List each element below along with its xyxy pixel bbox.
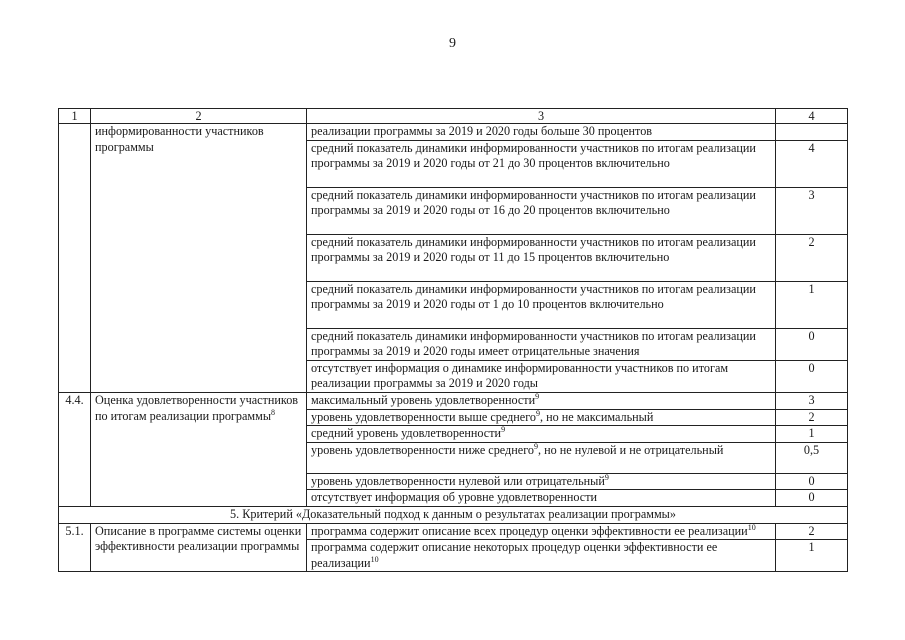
score-cell: 2 — [776, 409, 848, 426]
indicator-text: уровень удовлетворенности ниже среднего — [311, 442, 534, 457]
indicator-text-after: , но не максимальный — [540, 409, 654, 424]
table-row — [59, 124, 848, 141]
page-number: 9 — [449, 36, 456, 51]
score-cell: 0 — [776, 473, 848, 490]
indicator-text: уровень удовлетворенности выше среднего — [311, 409, 537, 424]
criterion-name-cell — [91, 392, 307, 506]
score-cell: 0 — [776, 328, 848, 360]
indicator-text: отсутствует информация об уровне удовлетворенности — [311, 490, 598, 505]
score-cell: 3 — [776, 187, 848, 234]
score-cell: 0,5 — [776, 442, 848, 473]
indicator-cell — [307, 540, 776, 572]
criterion-name-cell: информированности участников программы — [91, 124, 307, 393]
indicator-text: программа содержит описание всех процедур оценки эффективности ее реализации — [311, 523, 748, 538]
indicator-text: программа содержит описание некоторых процедур оценки эффективности ее реализации — [311, 540, 718, 570]
criterion-number-cell: 4.4. — [59, 392, 91, 506]
score-cell: 1 — [776, 540, 848, 572]
footnote-mark: 9 — [536, 408, 541, 418]
indicator-cell — [307, 442, 776, 473]
footnote-mark: 9 — [535, 391, 540, 401]
indicator-text: максимальный уровень удовлетворенности — [311, 392, 536, 407]
footnote-mark: 8 — [271, 407, 276, 417]
score-cell: 1 — [776, 426, 848, 443]
indicator-cell: средний показатель динамики информированности участников по итогам реализации программы за 2019 и 2020 годы от 21 до 30 процентов включительно — [307, 140, 776, 187]
indicator-text-after: , но не нулевой и не отрицательный — [537, 442, 724, 457]
indicator-cell — [307, 523, 776, 540]
indicator-text: уровень удовлетворенности нулевой или отрицательный — [311, 473, 605, 488]
header-col-1: 1 — [59, 109, 91, 124]
criterion-name-cell: Описание в программе системы оценки эффективности реализации программы — [91, 523, 307, 572]
score-cell: 4 — [776, 140, 848, 187]
criterion-number-cell — [59, 124, 91, 393]
indicator-cell: средний показатель динамики информированности участников по итогам реализации программы за 2019 и 2020 годы имеет отрицательные значения — [307, 328, 776, 360]
footnote-mark: 10 — [370, 554, 379, 564]
score-cell — [776, 124, 848, 141]
table-row — [59, 523, 848, 540]
score-cell: 0 — [776, 360, 848, 392]
indicator-cell: средний показатель динамики информированности участников по итогам реализации программы за 2019 и 2020 годы от 1 до 10 процентов включительно — [307, 281, 776, 328]
criteria-table — [58, 108, 848, 572]
indicator-cell: отсутствует информация о динамике информированности участников по итогам реализации программы за 2019 и 2020 годы — [307, 360, 776, 392]
indicator-text: средний уровень удовлетворенности — [311, 426, 502, 441]
footnote-mark: 9 — [604, 472, 609, 482]
indicator-cell — [307, 490, 776, 507]
score-cell: 0 — [776, 490, 848, 507]
header-col-4: 4 — [776, 109, 848, 124]
header-col-2: 2 — [91, 109, 307, 124]
score-cell: 3 — [776, 392, 848, 409]
criterion-number-cell: 5.1. — [59, 523, 91, 572]
indicator-cell — [307, 409, 776, 426]
criterion-name: Оценка удовлетворенности участников по итогам реализации программы — [95, 392, 299, 423]
footnote-mark: 10 — [747, 522, 756, 532]
section-heading: 5. Критерий «Доказательный подход к данным о результатах реализации программы» — [59, 506, 848, 523]
footnote-mark: 9 — [501, 425, 506, 435]
score-cell: 2 — [776, 234, 848, 281]
indicator-cell — [307, 392, 776, 409]
score-cell: 1 — [776, 281, 848, 328]
table-row — [59, 392, 848, 409]
indicator-cell: средний показатель динамики информированности участников по итогам реализации программы за 2019 и 2020 годы от 11 до 15 процентов включительно — [307, 234, 776, 281]
footnote-mark: 9 — [533, 441, 538, 451]
section-heading-row — [59, 506, 848, 523]
indicator-cell — [307, 426, 776, 443]
indicator-cell — [307, 473, 776, 490]
score-cell: 2 — [776, 523, 848, 540]
indicator-cell: реализации программы за 2019 и 2020 годы больше 30 процентов — [307, 124, 776, 141]
indicator-cell: средний показатель динамики информированности участников по итогам реализации программы за 2019 и 2020 годы от 16 до 20 процентов включительно — [307, 187, 776, 234]
table-header-row — [59, 109, 848, 124]
header-col-3: 3 — [307, 109, 776, 124]
